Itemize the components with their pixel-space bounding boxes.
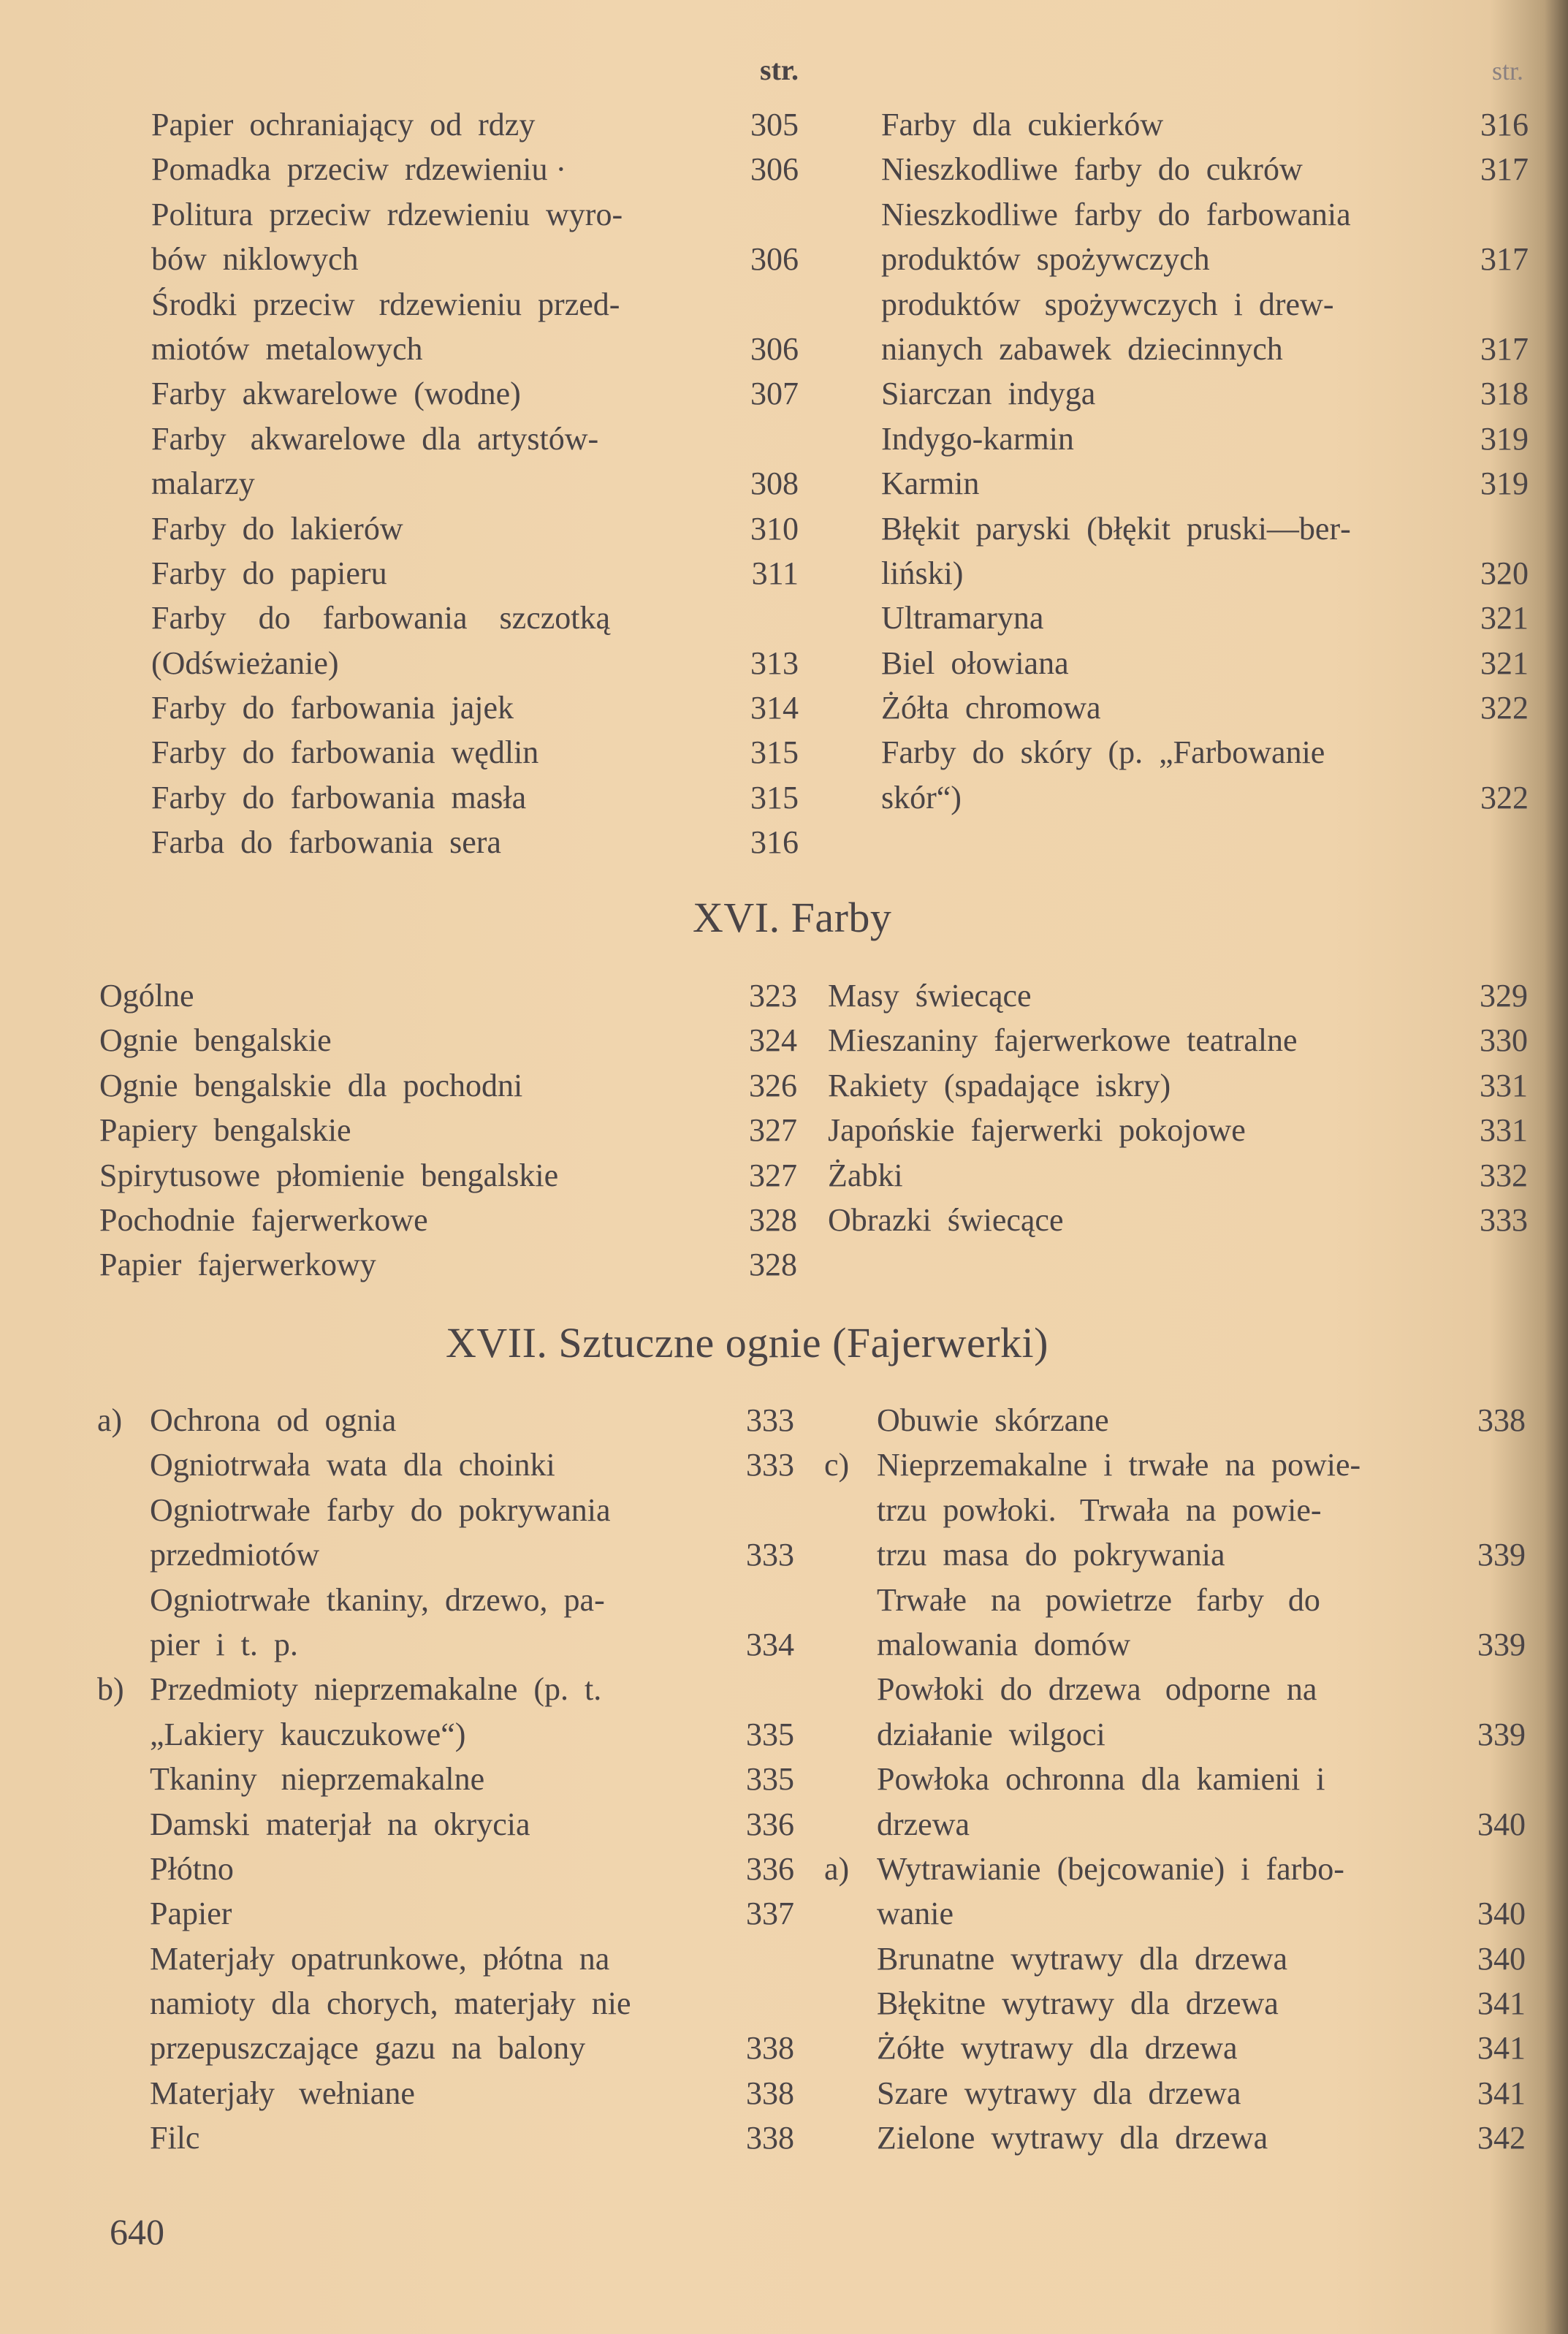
toc-entry-line: [828, 1153, 1528, 1198]
toc-entry-line: [99, 1198, 797, 1242]
entry-title: Obrazki świecące: [828, 1201, 1064, 1238]
toc-entry-line: [151, 551, 799, 596]
entry-title: produktów spożywczych i drew‐: [881, 286, 1334, 322]
entry-title: skór“): [881, 779, 962, 816]
toc-entry-line: [150, 1802, 794, 1847]
entry-page-number: 306: [750, 330, 799, 367]
entry-title: Masy świecące: [828, 978, 1032, 1014]
toc-entry-line: [877, 1488, 1526, 1532]
entry-page-number: 335: [746, 1716, 794, 1752]
entry-page-number: 340: [1477, 1896, 1526, 1932]
entry-title: Materjały wełniane: [150, 2075, 415, 2111]
toc-entry-line: [151, 685, 799, 730]
entry-page-number: 307: [750, 376, 799, 412]
entry-page-number: 311: [751, 555, 799, 591]
entry-page-number: 317: [1480, 241, 1529, 278]
toc-entry-line: [150, 1578, 794, 1622]
entry-page-number: 324: [749, 1022, 797, 1059]
entry-page-number: 315: [750, 779, 799, 816]
entry-page-number: 339: [1477, 1626, 1526, 1662]
entry-title: Pomadka przeciw rdzewieniu ·: [151, 151, 567, 188]
toc-entry-line: [828, 1063, 1528, 1108]
entry-title: Damski materjał na okrycia: [150, 1806, 530, 1842]
entry-title: Powłoka ochronna dla kamieni i: [877, 1761, 1325, 1798]
toc-part1-right-column: [881, 102, 1529, 820]
entry-title: wanie: [877, 1896, 954, 1932]
entry-title: Nieprzemakalne i trwałe na powie‐: [877, 1447, 1361, 1483]
toc-entry-line: [99, 1063, 797, 1108]
toc-entry-line: [99, 1242, 797, 1287]
entry-page-number: 340: [1477, 1940, 1526, 1977]
entry-page-number: 322: [1480, 690, 1529, 726]
toc-entry-line: [150, 2116, 794, 2160]
toc-entry-line: [151, 282, 799, 327]
entry-title: pier i t. p.: [150, 1626, 298, 1662]
entry-page-number: 333: [746, 1537, 794, 1573]
entry-title: drzewa: [877, 1806, 970, 1842]
entry-title: Nieszkodliwe farby do cukrów: [881, 151, 1303, 188]
entry-title: Obuwie skórzane: [877, 1402, 1109, 1438]
toc-entry-line: [151, 102, 799, 147]
toc-entry-line: [881, 147, 1529, 191]
toc-entry-line: [150, 1757, 794, 1801]
toc-entry-line: [828, 1018, 1528, 1063]
toc-entry-line: [877, 1578, 1526, 1622]
entry-page-number: 341: [1477, 2030, 1526, 2067]
entry-page-number: 333: [1480, 1201, 1528, 1238]
entry-title: Farby do farbowania masła: [151, 779, 527, 816]
toc-entry-line: [877, 1398, 1526, 1442]
entry-page-number: 333: [746, 1402, 794, 1438]
toc-entry-line: [881, 461, 1529, 506]
entry-page-number: 338: [746, 2030, 794, 2067]
entry-page-number: 306: [750, 151, 799, 188]
entry-title: Karmin: [881, 465, 980, 502]
entry-title: Płótno: [150, 1850, 234, 1887]
toc-entry-line: [881, 551, 1529, 596]
entry-page-number: 327: [749, 1112, 797, 1149]
entry-page-number: 306: [750, 241, 799, 278]
toc-entry-line: [877, 1936, 1526, 1981]
entry-page-number: 321: [1480, 645, 1529, 681]
entry-page-number: 332: [1480, 1157, 1528, 1193]
str-label-right: str.: [1492, 56, 1524, 85]
entry-title: przedmiotów: [150, 1537, 320, 1573]
toc-entry-line: [151, 775, 799, 820]
toc-part1-left-column: [151, 102, 799, 865]
entry-page-number: 319: [1480, 420, 1529, 457]
entry-title: Materjały opatrunkowe, płótna na: [150, 1940, 610, 1977]
toc-xvi-right-column: [828, 973, 1528, 1242]
entry-title: Farby do farbowania wędlin: [151, 734, 539, 771]
entry-page-number: 338: [746, 2075, 794, 2111]
entry-title: Japońskie fajerwerki pokojowe: [828, 1112, 1246, 1149]
entry-page-number: 305: [750, 107, 799, 142]
toc-entry-line: [881, 775, 1529, 820]
entry-title: Biel ołowiana: [881, 645, 1069, 681]
entry-title: Brunatne wytrawy dla drzewa: [877, 1940, 1288, 1977]
entry-title: Farby dla cukierków: [881, 107, 1164, 142]
entry-page-number: 342: [1477, 2120, 1526, 2156]
toc-entry-line: [877, 1802, 1526, 1847]
entry-page-number: 316: [750, 824, 799, 861]
entry-title: Farby akwarelowe dla artystów‐: [151, 420, 599, 457]
toc-entry-line: [151, 641, 799, 685]
toc-entry-line: [151, 506, 799, 551]
entry-title: Błękit paryski (błękit pruski—ber‐: [881, 510, 1351, 547]
entry-page-number: 338: [1477, 1402, 1526, 1438]
entry-title: Politura przeciw rdzewieniu wyro‐: [151, 196, 623, 232]
toc-entry-line: [151, 237, 799, 281]
toc-entry-line: [97, 1667, 794, 1711]
entry-title: Papiery bengalskie: [99, 1112, 351, 1149]
entry-title: malowania domów: [877, 1626, 1131, 1662]
entry-title: Pochodnie fajerwerkowe: [99, 1201, 428, 1238]
entry-title: Rakiety (spadające iskry): [828, 1067, 1171, 1103]
entry-page-number: 330: [1480, 1022, 1528, 1059]
toc-entry-line: [151, 461, 799, 506]
toc-entry-line: [877, 1757, 1526, 1801]
entry-title: (Odświeżanie): [151, 645, 339, 681]
entry-title: Trwałe na powietrze farby do: [877, 1581, 1320, 1618]
entry-title: Żółta chromowa: [881, 690, 1101, 726]
toc-entry-line: [150, 2071, 794, 2116]
toc-entry-line: [881, 192, 1529, 237]
toc-entry-line: [881, 237, 1529, 281]
entry-title: Zielone wytrawy dla drzewa: [877, 2120, 1268, 2156]
toc-entry-line: [877, 1532, 1526, 1577]
toc-entry-line: [150, 1847, 794, 1891]
entry-page-number: 323: [749, 978, 797, 1014]
entry-page-number: 321: [1480, 600, 1529, 636]
toc-entry-line: [877, 2026, 1526, 2070]
str-label-left: str.: [760, 53, 799, 86]
entry-title: Papier ochraniający od rdzy: [151, 107, 536, 142]
entry-page-number: 310: [750, 510, 799, 547]
entry-page-number: 337: [746, 1896, 794, 1932]
toc-entry-line: [828, 973, 1528, 1018]
toc-entry-line: [877, 1981, 1526, 2026]
toc-entry-line: [881, 102, 1529, 147]
toc-entry-line: [150, 1981, 794, 2026]
entry-marker: c): [824, 1447, 850, 1483]
entry-title: Żabki: [828, 1157, 903, 1193]
entry-page-number: 327: [749, 1157, 797, 1193]
entry-title: Farby do papieru: [151, 555, 387, 591]
entry-page-number: 322: [1480, 779, 1529, 816]
entry-title: Przedmioty nieprzemakalne (p. t.: [150, 1671, 602, 1708]
toc-entry-line: [828, 1108, 1528, 1152]
entry-page-number: 341: [1477, 2075, 1526, 2111]
toc-entry-line: [151, 820, 799, 864]
toc-entry-line: [151, 730, 799, 775]
entry-title: bów niklowych: [151, 241, 359, 278]
toc-entry-line: [881, 506, 1529, 551]
entry-page-number: 326: [749, 1067, 797, 1103]
entry-title: Farby do lakierów: [151, 510, 403, 547]
entry-page-number: 317: [1480, 151, 1529, 188]
entry-title: działanie wilgoci: [877, 1716, 1105, 1752]
entry-page-number: 331: [1480, 1112, 1528, 1149]
toc-entry-line: [881, 596, 1529, 640]
entry-title: Szare wytrawy dla drzewa: [877, 2075, 1241, 2111]
toc-xvii-left-column: [97, 1398, 794, 2161]
entry-title: Farba do farbowania sera: [151, 824, 501, 861]
entry-title: Spirytusowe płomienie bengalskie: [99, 1157, 559, 1193]
entry-title: Farby akwarelowe (wodne): [151, 376, 521, 412]
entry-title: Ogniotrwałe farby do pokrywania: [150, 1491, 611, 1528]
toc-entry-line: [881, 282, 1529, 327]
entry-title: Ognie bengalskie: [99, 1022, 332, 1059]
entry-page-number: 335: [746, 1761, 794, 1798]
entry-page-number: 329: [1480, 978, 1528, 1014]
toc-entry-line: [150, 1442, 794, 1487]
toc-entry-line: [150, 1891, 794, 1936]
toc-entry-line: [877, 1891, 1526, 1936]
page-number: 640: [110, 2211, 164, 2252]
entry-title: Farby do farbowania jajek: [151, 690, 514, 726]
entry-page-number: 318: [1480, 376, 1529, 412]
entry-title: Farby do farbowania szczotką: [151, 600, 611, 636]
toc-entry-line: [99, 1108, 797, 1152]
toc-entry-line: [824, 1847, 1526, 1891]
toc-entry-line: [150, 1712, 794, 1757]
section-heading-xvii: XVII. Sztuczne ognie (Fajerwerki): [446, 1319, 1048, 1366]
entry-title: miotów metalowych: [151, 330, 423, 367]
entry-title: przepuszczające gazu na balony: [150, 2030, 586, 2067]
entry-title: Błękitne wytrawy dla drzewa: [877, 1985, 1279, 2022]
entry-page-number: 319: [1480, 465, 1529, 502]
entry-marker: b): [97, 1671, 124, 1708]
toc-entry-line: [99, 1153, 797, 1198]
entry-page-number: 328: [749, 1201, 797, 1238]
entry-title: Wytrawianie (bejcowanie) i farbo‐: [877, 1850, 1344, 1887]
entry-page-number: 320: [1480, 555, 1529, 591]
entry-page-number: 308: [750, 465, 799, 502]
entry-page-number: 315: [750, 734, 799, 771]
toc-entry-line: [150, 1488, 794, 1532]
toc-entry-line: [877, 1667, 1526, 1711]
entry-page-number: 328: [749, 1247, 797, 1283]
entry-title: liński): [881, 555, 964, 591]
toc-entry-line: [881, 327, 1529, 371]
entry-page-number: 333: [746, 1447, 794, 1483]
entry-title: Ogólne: [99, 978, 194, 1014]
toc-entry-line: [151, 371, 799, 416]
entry-page-number: 313: [750, 645, 799, 681]
entry-title: produktów spożywczych: [881, 241, 1210, 278]
toc-entry-line: [151, 596, 799, 640]
toc-entry-line: [828, 1198, 1528, 1242]
toc-entry-line: [881, 417, 1529, 461]
section-heading-xvi: XVI. Farby: [693, 894, 892, 941]
entry-page-number: 339: [1477, 1716, 1526, 1752]
entry-title: Ultramaryna: [881, 600, 1044, 636]
entry-page-number: 314: [750, 690, 799, 726]
toc-entry-line: [151, 327, 799, 371]
toc-entry-line: [881, 730, 1529, 775]
toc-entry-line: [99, 1018, 797, 1063]
entry-marker: a): [97, 1402, 123, 1438]
entry-title: nianych zabawek dziecinnych: [881, 330, 1283, 367]
toc-entry-line: [150, 1532, 794, 1577]
entry-page-number: 339: [1477, 1537, 1526, 1573]
toc-entry-line: [881, 371, 1529, 416]
toc-entry-line: [877, 2116, 1526, 2160]
entry-title: Farby do skóry (p. „Farbowanie: [881, 734, 1325, 771]
entry-title: trzu masa do pokrywania: [877, 1537, 1225, 1573]
entry-title: Papier fajerwerkowy: [99, 1247, 376, 1283]
entry-page-number: 338: [746, 2120, 794, 2156]
entry-title: Ogniotrwała wata dla choinki: [150, 1447, 555, 1483]
toc-xvi-left-column: [99, 973, 797, 1288]
toc-entry-line: [97, 1398, 794, 1442]
entry-title: namioty dla chorych, materjały nie: [150, 1985, 631, 2022]
entry-title: Siarczan indyga: [881, 376, 1096, 412]
toc-entry-line: [151, 417, 799, 461]
toc-entry-line: [151, 192, 799, 237]
toc-entry-line: [150, 1622, 794, 1667]
entry-title: Środki przeciw rdzewieniu przed‐: [151, 286, 620, 322]
toc-entry-line: [150, 1936, 794, 1981]
toc-entry-line: [151, 147, 799, 191]
entry-page-number: 336: [746, 1806, 794, 1842]
toc-entry-line: [881, 641, 1529, 685]
entry-marker: a): [824, 1850, 850, 1887]
entry-page-number: 331: [1480, 1067, 1528, 1103]
toc-entry-line: [99, 973, 797, 1018]
entry-page-number: 336: [746, 1850, 794, 1887]
entry-title: malarzy: [151, 465, 255, 502]
entry-title: Żółte wytrawy dla drzewa: [877, 2030, 1238, 2067]
toc-entry-line: [877, 2071, 1526, 2116]
entry-title: Mieszaniny fajerwerkowe teatralne: [828, 1022, 1298, 1059]
toc-entry-line: [877, 1712, 1526, 1757]
toc-entry-line: [877, 1622, 1526, 1667]
entry-title: Ogniotrwałe tkaniny, drzewo, pa‐: [150, 1581, 605, 1618]
entry-page-number: 334: [746, 1626, 794, 1662]
entry-title: Filc: [150, 2120, 200, 2156]
entry-page-number: 316: [1480, 107, 1529, 142]
toc-entry-line: [881, 685, 1529, 730]
entry-title: Nieszkodliwe farby do farbowania: [881, 196, 1351, 232]
entry-title: trzu powłoki. Trwała na powie‐: [877, 1491, 1322, 1528]
entry-title: Ochrona od ognia: [150, 1402, 397, 1438]
toc-entry-line: [150, 2026, 794, 2070]
toc-xvii-right-column: [824, 1398, 1526, 2161]
toc-entry-line: [824, 1442, 1526, 1487]
entry-page-number: 317: [1480, 330, 1529, 367]
entry-title: „Lakiery kauczukowe“): [150, 1716, 466, 1752]
entry-page-number: 340: [1477, 1806, 1526, 1842]
entry-title: Indygo‐karmin: [881, 420, 1074, 457]
entry-title: Ognie bengalskie dla pochodni: [99, 1067, 523, 1103]
entry-title: Tkaniny nieprzemakalne: [150, 1761, 485, 1798]
entry-title: Powłoki do drzewa odporne na: [877, 1671, 1317, 1708]
entry-title: Papier: [150, 1896, 232, 1932]
entry-page-number: 341: [1477, 1985, 1526, 2022]
